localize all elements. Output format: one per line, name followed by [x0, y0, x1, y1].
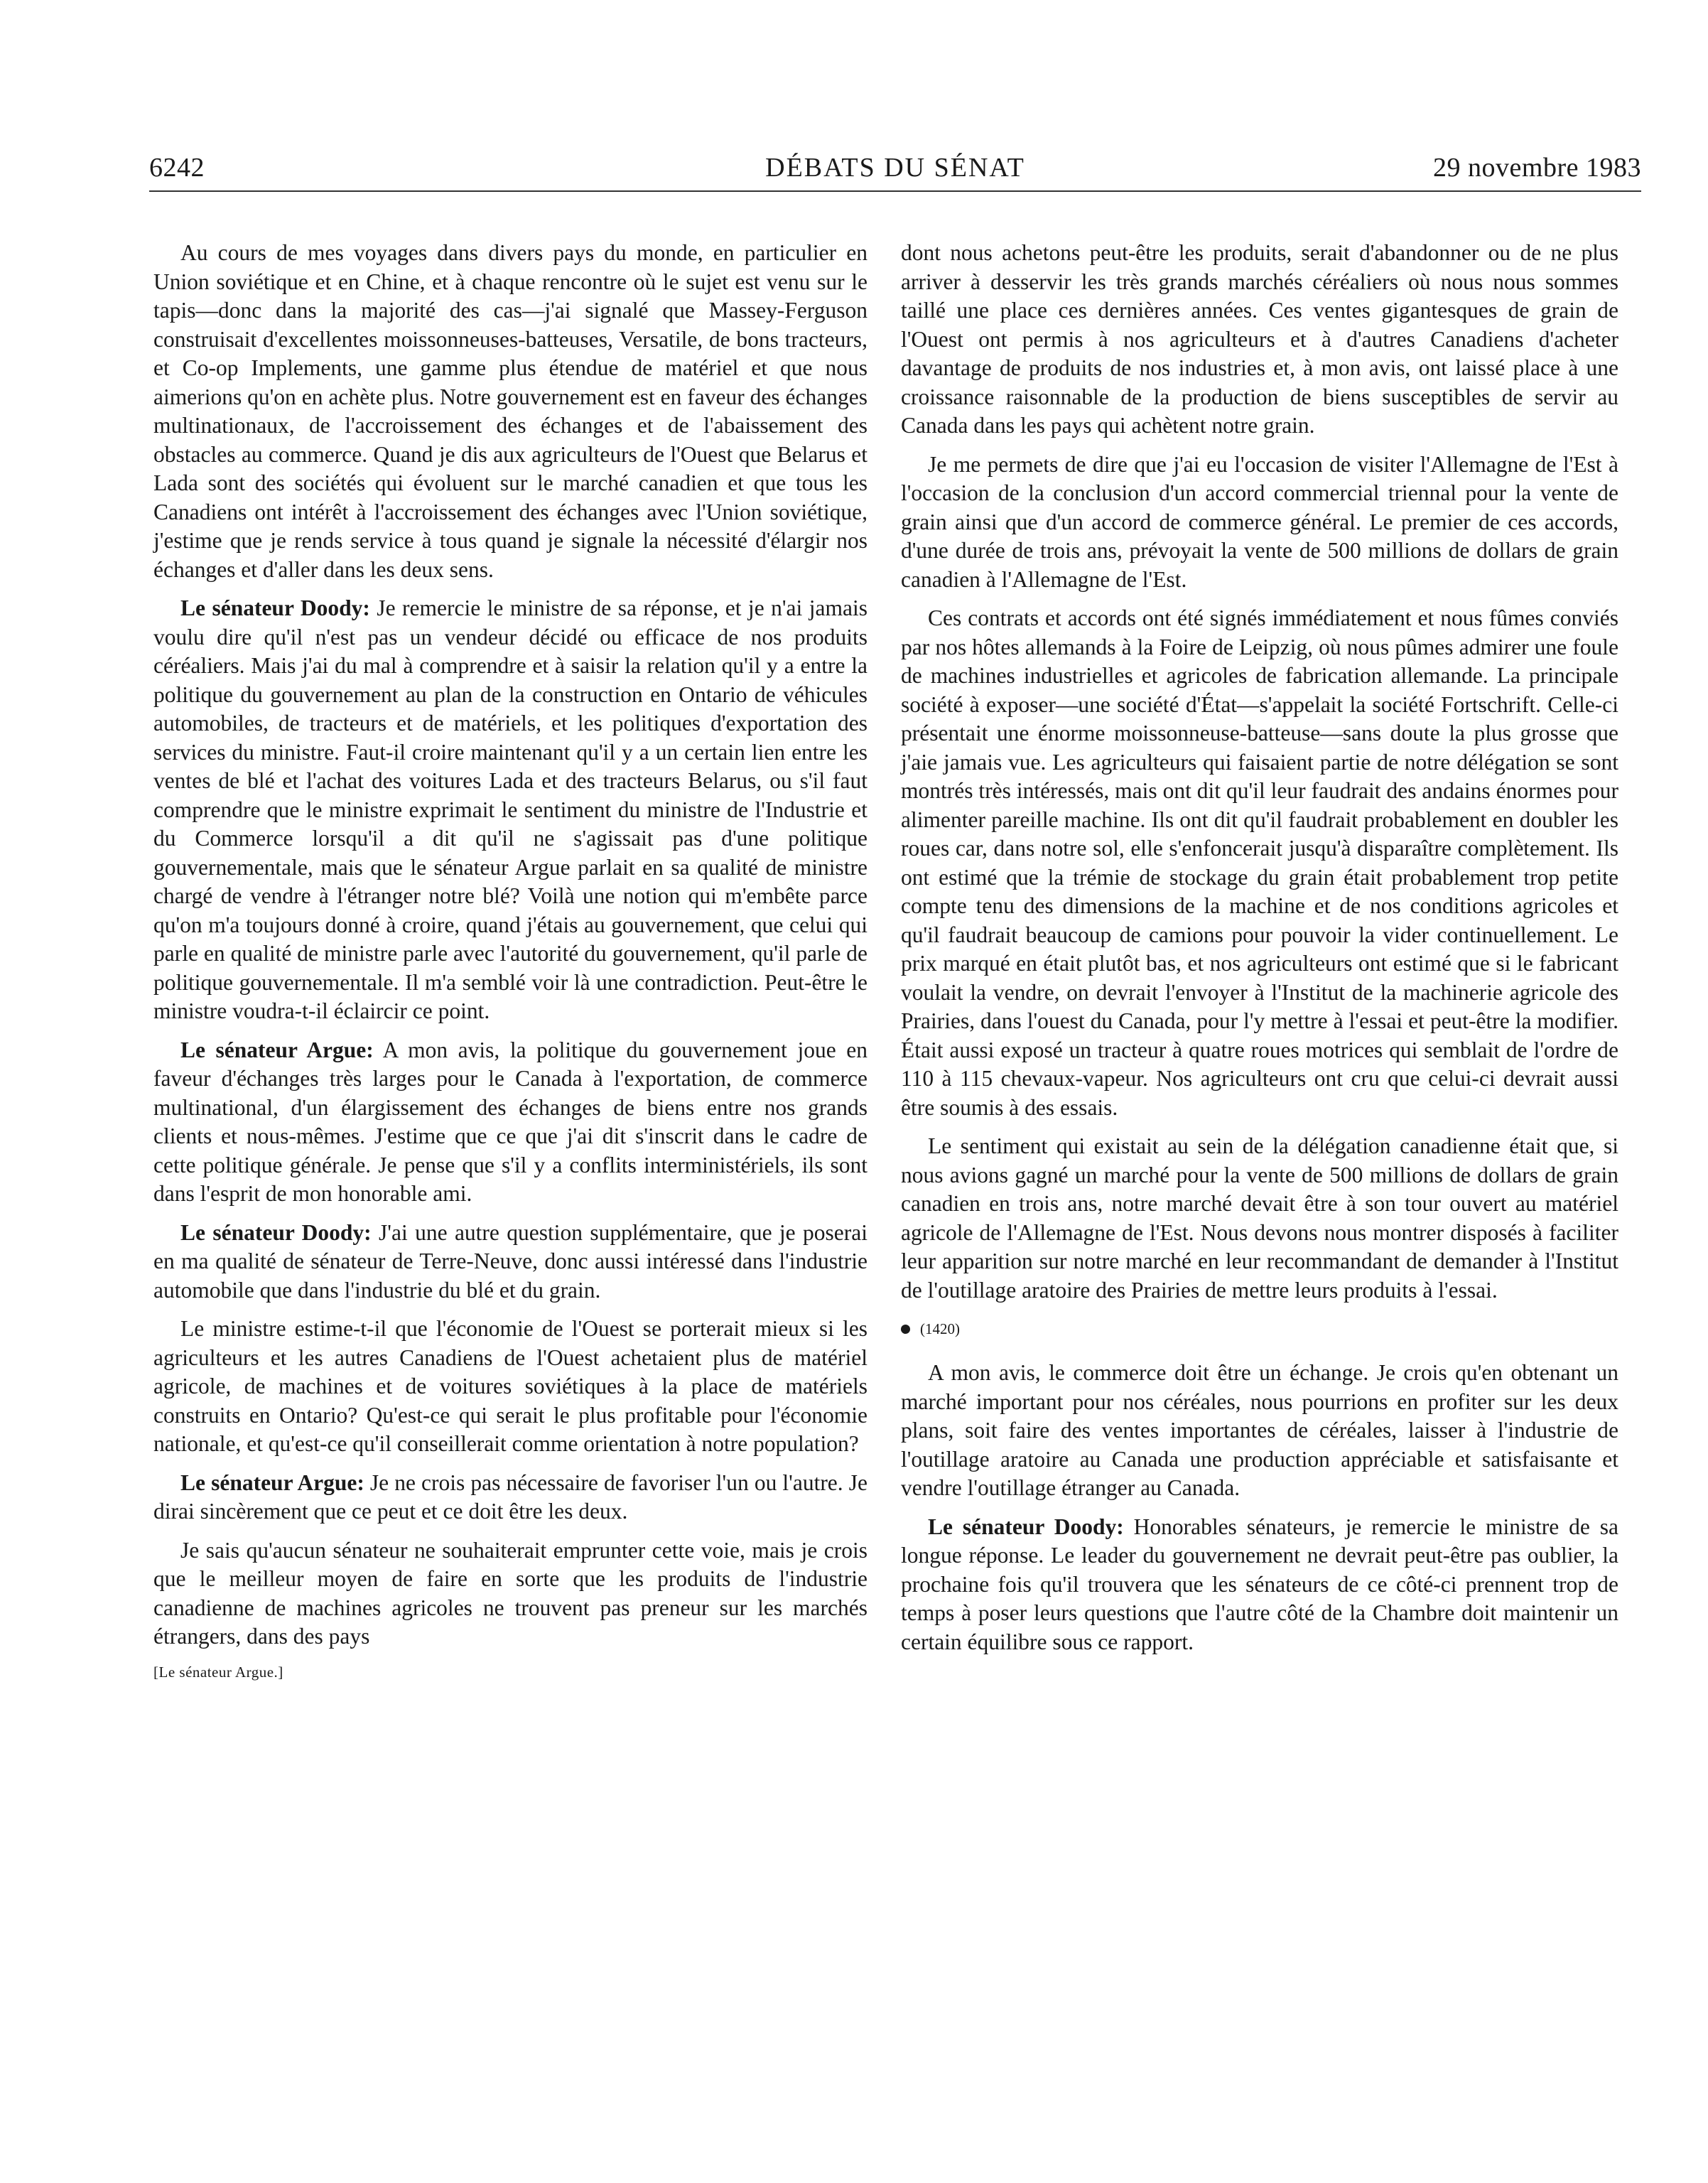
paragraph — [153, 1036, 867, 1209]
speech-text: A mon avis, la politique du gouvernement joue en faveur d'échanges très larges pour le Canada à l'exportation, de commerce multinational, d'un élargissement des échanges de biens entre nos grands clients et nous-mêmes. J'estime que ce que j'ai dit s'inscrit dans le cadre de cette politique générale. Je pense que s'il y a conflits interministériels, ils sont dans l'esprit de mon honorable ami. — [153, 1037, 867, 1206]
speaker-name: Le sénateur Argue: — [180, 1470, 364, 1495]
paragraph: Je me permets de dire que j'ai eu l'occasion de visiter l'Allemagne de l'Est à l'occasion de la conclusion d'un accord commercial triennal pour la vente de grain ainsi que d'un accord de commerce général. Le premier de ces accords, d'une durée de trois ans, prévoyait la vente de 500 millions de dollars de grain canadien à l'Allemagne de l'Est. — [901, 451, 1618, 592]
page-header — [149, 151, 1641, 192]
paragraph: Ces contrats et accords ont été signés immédiatement et nous fûmes conviés par nos hôtes allemands à la Foire de Leipzig, où nous pûmes admirer une foule de machines industrielles et agricoles de fabrication allemande. La principale société à exposer—une société d'État—s'appelait la société Fortschrift. Celle-ci présentait une énorme moissonneuse-batteuse—sans doute la plus grosse que j'aie jamais vue. Les agriculteurs qui faisaient partie de notre délégation se sont montrés très intéressés, mais ont dit qu'il leur faudrait des andains énormes pour alimenter pareille machine. Ils ont dit qu'il faudrait probablement en doubler les roues car, dans notre sol, elle s'enfoncerait jusqu'à disparaître complètement. Ils ont estimé que la trémie de stockage du grain était probablement trop petite compte tenu des dimensions de la machine et de nos conditions agricoles et qu'il faudrait beaucoup de camions pour pouvoir la vider continuellement. Le prix marqué en était plutôt bas, et nos agriculteurs ont estimé que si le fabricant voulait la vendre, on devrait l'envoyer à l'Institut de la machinerie agricole des Prairies, dans l'ouest du Canada, pour l'y mettre à l'essai et peut-être la modifier. Était aussi exposé un tracteur à quatre roues motrices qui semblait de l'ordre de 110 à 115 chevaux-vapeur. Nos agriculteurs ont cru que celui-ci devrait aussi être soumis à des essais. — [901, 605, 1618, 1120]
paragraph — [153, 1219, 867, 1305]
paragraph: Au cours de mes voyages dans divers pays du monde, en particulier en Union soviétique et en Chine, et à chaque rencontre où le sujet est venu sur le tapis—donc dans la majorité des cas—j'ai signalé que Massey-Ferguson construisait d'excellentes moissonneuses-batteuses, Versatile, de bons tracteurs, et Co-op Implements, une gamme plus étendue de matériel et que nous aimerions qu'on en achète plus. Notre gouvernement est en faveur des échanges multinationaux, de l'accroissement des échanges et de l'abaissement des obstacles au commerce. Quand je dis aux agriculteurs de l'Ouest que Belarus et Lada sont des sociétés qui évoluent sur le marché canadien et que tous les Canadiens ont intérêt à l'accroissement des échanges avec l'Union soviétique, j'estime que je rends service à tous quand je signale la nécessité d'élargir nos échanges et d'aller dans les deux sens. — [153, 240, 867, 582]
left-column — [153, 239, 867, 1683]
bullet-icon — [901, 1325, 910, 1334]
speech-text: Je remercie le ministre de sa réponse, et je n'ai jamais voulu dire qu'il n'est pas un vendeur décidé ou efficace de nos produits céréaliers. Mais j'ai du mal à comprendre et à saisir la relation qu'il y a entre la politique du gouvernement au plan de la construction en Ontario de véhicules automobiles, de tracteurs et de matériels, et les politiques d'exportation des services du ministre. Faut-il croire maintenant qu'il y a un certain lien entre les ventes de blé et l'achat des voitures Lada et des tracteurs Belarus, ou s'il faut comprendre que le ministre exprimait le sentiment du ministre de l'Industrie et du Commerce lorsqu'il a dit qu'il ne s'agissait pas d'une politique gouvernementale, mais que le sénateur Argue parlait en sa qualité de ministre chargé de vendre à l'étranger notre blé? Voilà une notion qui m'embête parce qu'on m'a toujours donné à croire, quand j'étais au gouvernement, que celui qui parle en qualité de ministre parle avec l'autorité du gouvernement, qu'il parle de politique gouvernementale. Il m'a semblé voir là une contradiction. Peut-être le ministre voudra-t-il éclaircir ce point. — [153, 595, 867, 1023]
speech-text: Honorables sénateurs, je remercie le ministre de sa longue réponse. Le leader du gouvernement ne devrait peut-être pas oublier, la prochaine fois qu'il trouvera que les sénateurs de ce côté-ci prennent trop de temps à poser leurs questions que l'autre côté de la Chambre doit maintenir un certain équilibre sous ce rapport. — [901, 1514, 1618, 1654]
paragraph: Le sentiment qui existait au sein de la délégation canadienne était que, si nous avions gagné un marché pour la vente de 500 millions de dollars de grain canadien en trois ans, notre marché devait être à son tour ouvert au matériel agricole de l'Allemagne de l'Est. Nous devons nous montrer disposés à faciliter leur apparition sur notre marché en leur recommandant de demander à l'Institut de l'outillage aratoire des Prairies de mettre leurs produits à l'essai. — [901, 1133, 1618, 1303]
speaker-name: Le sénateur Doody: — [180, 595, 370, 620]
speaker-name: Le sénateur Doody: — [180, 1219, 372, 1245]
paragraph — [153, 594, 867, 1026]
paragraph: dont nous achetons peut-être les produits, serait d'abandonner ou de ne plus arriver à desservir les très grands marchés céréaliers où nous nous sommes taillé une place ces dernières années. Ces ventes gigantesques de grain de l'Ouest ont permis à nos agriculteurs et à d'autres Canadiens d'acheter davantage de produits de nos industries et, à mon avis, ont laissé place à une croissance raisonnable de la production de biens susceptibles de servir au Canada dans les pays qui achètent notre grain. — [901, 240, 1618, 438]
paragraph: Le ministre estime-t-il que l'économie de l'Ouest se porterait mieux si les agriculteurs et les autres Canadiens de l'Ouest achetaient plus de matériel agricole, de machines et de voitures soviétiques à la place de matériels construits en Ontario? Qu'est-ce qui serait le plus profitable pour l'économie nationale, et qu'est-ce qu'il conseillerait comme orientation à notre population? — [153, 1316, 867, 1456]
speech-text: J'ai une autre question supplémentaire, que je poserai en ma qualité de sénateur de Terre-Neuve, donc aussi intéressé dans l'industrie automobile que dans l'industrie du blé et du grain. — [153, 1219, 867, 1303]
speaker-attribution-footer: [Le sénateur Argue.] — [153, 1663, 283, 1681]
page-title: DÉBATS DU SÉNAT — [765, 153, 1025, 183]
paragraph: Je sais qu'aucun sénateur ne souhaiterait emprunter cette voie, mais je crois que le meilleur moyen de faire en sorte que les produits de l'industrie canadienne de machines agricoles ne trouvent pas preneur sur les marchés étrangers, dans des pays — [153, 1537, 867, 1649]
speaker-name: Le sénateur Argue: — [180, 1037, 374, 1062]
speaker-name: Le sénateur Doody: — [928, 1514, 1124, 1539]
paragraph: A mon avis, le commerce doit être un échange. Je crois qu'en obtenant un marché important pour nos céréales, nous pourrions en profiter sur les deux plans, soit faire des ventes importantes de céréales, laisser à l'industrie de l'outillage aratoire au Canada une production appréciable et satisfaisante et vendre l'outillage étranger au Canada. — [901, 1360, 1618, 1500]
speech-text: Je ne crois pas nécessaire de favoriser l'un ou l'autre. Je dirai sincèrement que ce peut et ce doit être les deux. — [153, 1470, 867, 1524]
page-number: 6242 — [149, 153, 205, 183]
time-marker-label: (1420) — [920, 1320, 960, 1337]
paragraph — [901, 1513, 1618, 1657]
time-marker — [901, 1315, 1618, 1343]
page-date: 29 novembre 1983 — [1433, 153, 1641, 183]
paragraph — [153, 1469, 867, 1526]
right-column — [901, 239, 1618, 1666]
